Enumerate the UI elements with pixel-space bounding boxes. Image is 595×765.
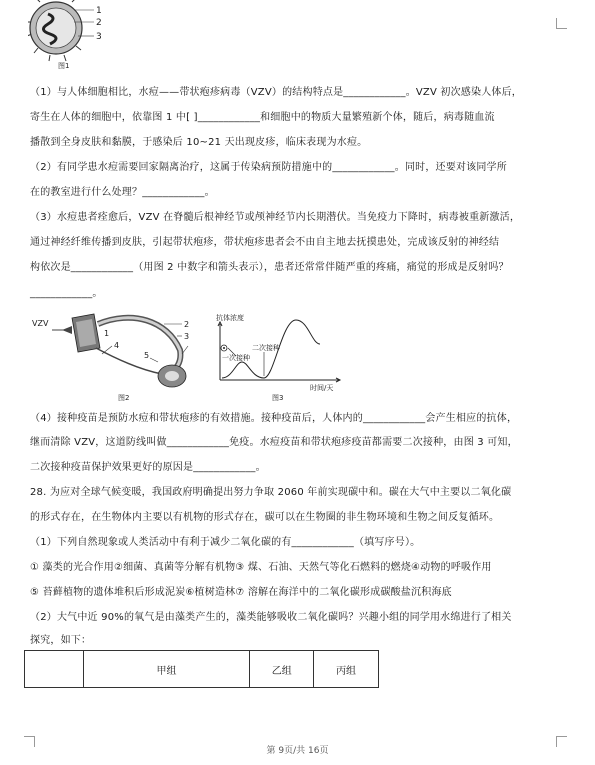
fig1-label-3: 3 bbox=[96, 32, 102, 42]
figure-2-reflex-arc bbox=[32, 310, 212, 402]
q27-4-line-2: 继而清除 VZV，这道防线叫做____________免疫。水痘疫苗和带状疱疹疫苗都需要二次接种，由图 3 可知， bbox=[30, 437, 518, 448]
q27-1-line-2: 寄生在人体的细胞中，依靠图 1 中[ ]____________和细胞中的物质大量繁殖新个体，随后，病毒随血流 bbox=[30, 112, 495, 123]
q27-3-line-3: 构依次是____________（用图 2 中数字和箭头表示），患者还常常伴随严重的疼痛，痛觉的形成是反射吗？ bbox=[30, 262, 509, 273]
table-cell-group-c: 丙组 bbox=[314, 651, 379, 688]
q28-options-line-1: ① 藻类的光合作用②细菌、真菌等分解有机物③ 煤、石油、天然气等化石燃料的燃烧④动物的呼吸作用 bbox=[30, 562, 492, 573]
fig1-label-2: 2 bbox=[96, 18, 102, 28]
q27-3-line-1: （3）水痘患者痊愈后，VZV 在脊髓后根神经节或颅神经节内长期潜伏。当免疫力下降时，病毒被重新激活， bbox=[30, 212, 521, 223]
experiment-table bbox=[24, 650, 379, 688]
fig2-label-3: 3 bbox=[184, 332, 190, 341]
q28-part-2-line-2: 探究，如下： bbox=[30, 635, 92, 646]
q27-2-line-1: （2）有同学患水痘需要回家隔离治疗，这属于传染病预防措施中的____________。同时，还要对该同学所 bbox=[30, 162, 507, 173]
fig3-caption: 图3 bbox=[272, 394, 284, 402]
table-cell-group-a: 甲组 bbox=[83, 651, 250, 688]
fig2-label-4: 4 bbox=[114, 341, 120, 350]
q27-2-line-2: 在的教室进行什么处理？____________。 bbox=[30, 187, 215, 198]
q27-1-line-1: （1）与人体细胞相比，水痘——带状疱疹病毒（VZV）的结构特点是____________。VZV 初次感染人体后， bbox=[30, 87, 523, 98]
fig1-label-1: 1 bbox=[96, 6, 102, 16]
table-cell-group-b: 乙组 bbox=[250, 651, 314, 688]
q28-intro-line-2: 的形式存在，在生物体内主要以有机物的形式存在，碳可以在生物圈的非生物环境和生物之间反复循环。 bbox=[30, 512, 500, 523]
figure-3-antibody-graph bbox=[212, 310, 352, 402]
q27-3-line-2: 通过神经纤维传播到皮肤，引起带状疱疹，带状疱疹患者会不由自主地去抚摸患处，完成该反射的神经结 bbox=[30, 237, 500, 248]
table-cell-blank bbox=[25, 651, 84, 688]
q27-3-line-4: ____________。 bbox=[30, 288, 103, 299]
figure-1-virus bbox=[28, 0, 118, 70]
fig2-label-5: 5 bbox=[144, 351, 150, 360]
fig2-label-2: 2 bbox=[184, 320, 190, 329]
q27-1-line-3: 播散到全身皮肤和黏膜，于感染后 10~21 天出现皮疹，临床表现为水痘。 bbox=[30, 137, 368, 148]
fig2-caption: 图2 bbox=[118, 394, 130, 402]
q27-4-line-1: （4）接种疫苗是预防水痘和带状疱疹的有效措施。接种疫苗后，人体内的____________会产生相应的抗体， bbox=[30, 413, 518, 424]
fig3-ylabel: 抗体浓度 bbox=[216, 314, 244, 322]
fig3-xlabel: 时间/天 bbox=[310, 384, 334, 392]
table-row bbox=[25, 651, 379, 688]
fig3-second-injection: 二次接种 bbox=[252, 344, 280, 352]
q28-options-line-2: ⑤ 苔藓植物的遗体堆积后形成泥炭⑥植树造林⑦ 溶解在海洋中的二氧化碳形成碳酸盐沉积海底 bbox=[30, 587, 452, 598]
fig3-first-injection: 一次接种 bbox=[222, 354, 250, 362]
corner-mark-top-right bbox=[556, 18, 567, 29]
q28-part-1: （1）下列自然现象或人类活动中有利于减少二氧化碳的有____________（填写序号）。 bbox=[30, 537, 421, 548]
fig1-caption: 图1 bbox=[58, 62, 70, 70]
fig2-label-1: 1 bbox=[104, 329, 110, 338]
page-footer: 第 9页/共 16页 bbox=[266, 746, 329, 756]
q28-intro-line-1: 28. 为应对全球气候变暖，我国政府明确提出努力争取 2060 年前实现碳中和。碳在大气中主要以二氧化碳 bbox=[30, 487, 512, 498]
q28-part-2-line-1: （2）大气中近 90%的氧气是由藻类产生的，藻类能够吸收二氧化碳吗？兴趣小组的同学用水绵进行了相关 bbox=[30, 612, 512, 623]
q27-4-line-3: 二次接种疫苗保护效果更好的原因是____________。 bbox=[30, 462, 266, 473]
fig2-vzv-label: VZV bbox=[32, 319, 49, 328]
